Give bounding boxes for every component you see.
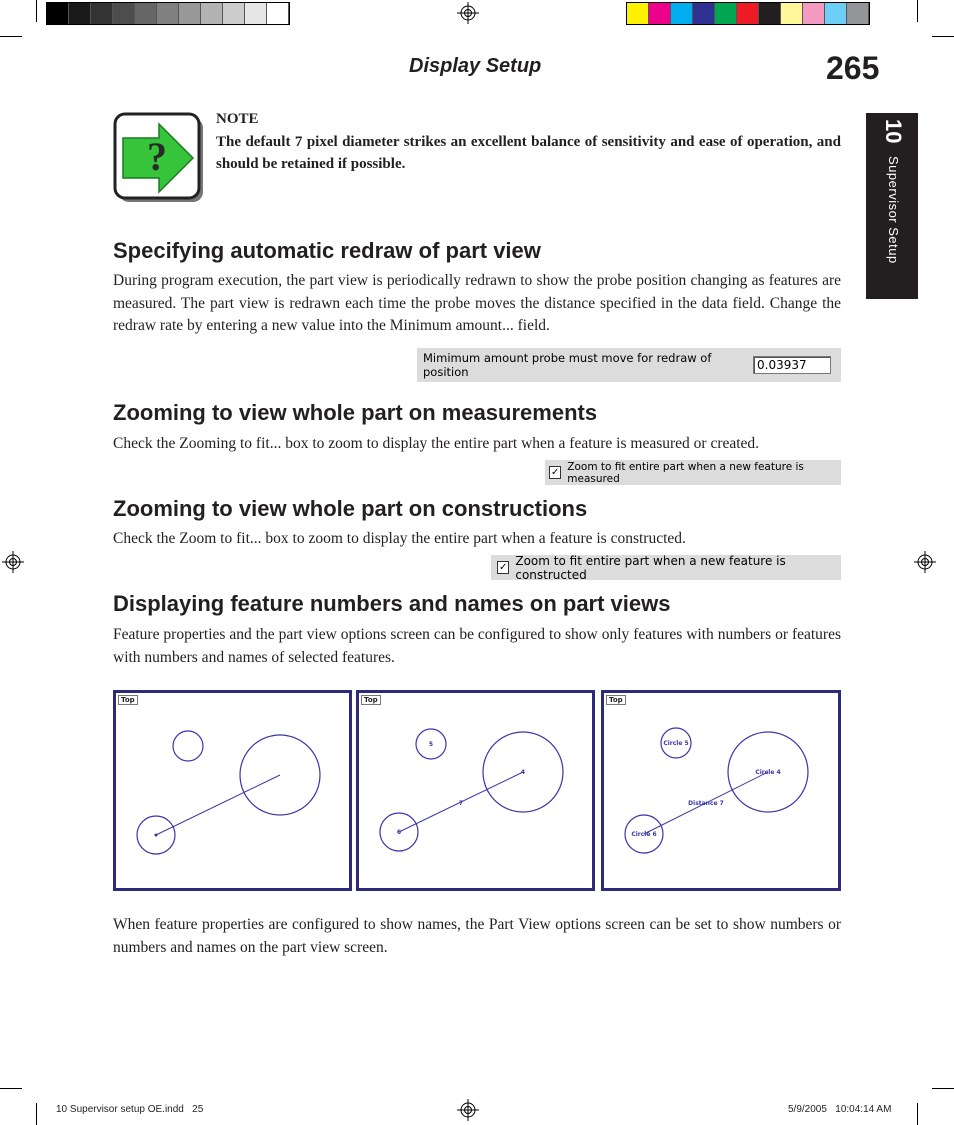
note-title: NOTE <box>216 111 259 127</box>
zoom-measured-panel <box>545 460 841 485</box>
help-arrow-icon <box>113 112 205 204</box>
view-orientation-tag: Top <box>606 695 626 705</box>
timestamp-slug: 5/9/2005 10:04:14 AM <box>788 1104 892 1115</box>
redraw-setting-panel <box>417 348 841 382</box>
zoom-constructed-label: Zoom to fit entire part when a new feature is constructed <box>515 553 786 582</box>
color-swatch <box>47 3 69 24</box>
color-swatch <box>69 3 91 24</box>
registration-mark-icon <box>457 2 479 24</box>
color-swatch <box>179 3 201 24</box>
registration-mark-icon <box>2 551 24 573</box>
view-orientation-tag: Top <box>361 695 381 705</box>
color-swatch <box>649 3 671 24</box>
feature-label: 5 <box>428 741 434 748</box>
part-view-drawing <box>116 693 349 888</box>
color-swatch <box>803 3 825 24</box>
color-swatch <box>113 3 135 24</box>
zoom-measured-checkbox[interactable]: ✓ <box>550 466 560 478</box>
section-body: During program execution, the part view is periodically redrawn to show the probe position changing as features are measured. The part view is redrawn each time the probe moves the distance specified in the data field. Change the redraw rate by entering a new value into the Minimum amount... field. <box>113 272 841 334</box>
feature-label: 6 <box>396 829 402 836</box>
part-view-plain <box>113 690 352 891</box>
color-swatch <box>135 3 157 24</box>
color-swatch <box>715 3 737 24</box>
section-heading: Zooming to view whole part on measurements <box>113 400 598 425</box>
color-swatch <box>223 3 245 24</box>
section-body: Check the Zoom to fit... box to zoom to display the entire part when a feature is constructed. <box>113 530 686 547</box>
color-swatch <box>693 3 715 24</box>
color-swatch <box>781 3 803 24</box>
color-swatch <box>627 3 649 24</box>
section-heading: Zooming to view whole part on constructions <box>113 496 588 521</box>
crop-mark <box>36 0 37 22</box>
crop-mark <box>917 0 918 22</box>
closing-paragraph: When feature properties are configured to show names, the Part View options screen can be set to show numbers or numbers and names on the part view screen. <box>113 916 841 956</box>
part-view-drawing <box>604 693 838 888</box>
section-heading: Specifying automatic redraw of part view <box>113 238 541 263</box>
registration-mark-icon <box>914 551 936 573</box>
crop-mark <box>0 36 22 37</box>
color-swatch <box>157 3 179 24</box>
process-color-bar <box>626 2 870 25</box>
color-swatch <box>671 3 693 24</box>
color-swatch <box>759 3 781 24</box>
feature-label: Distance 7 <box>688 800 724 807</box>
registration-mark-icon <box>457 1099 479 1121</box>
redraw-distance-input[interactable]: 0.03937 <box>753 356 831 374</box>
feature-label: Circle 5 <box>663 740 689 747</box>
zoom-constructed-checkbox[interactable]: ✓ <box>498 561 508 573</box>
part-view-numbers <box>356 690 595 891</box>
chapter-side-tab <box>866 113 918 299</box>
part-view-drawing <box>359 693 592 888</box>
crop-mark <box>0 1088 22 1089</box>
color-swatch <box>825 3 847 24</box>
zoom-measured-label: Zoom to fit entire part when a new feature is measured <box>567 460 804 485</box>
chapter-number: 10 <box>881 119 906 144</box>
file-slug: 10 Supervisor setup OE.indd 25 <box>56 1104 204 1115</box>
feature-label: Circle 6 <box>631 831 657 838</box>
note-body: The default 7 pixel diameter strikes an excellent balance of sensitivity and ease of operation, and should be retained if possible. <box>216 134 841 172</box>
section-heading: Displaying feature numbers and names on part views <box>113 591 671 616</box>
view-orientation-tag: Top <box>118 695 138 705</box>
color-swatch <box>245 3 267 24</box>
redraw-label: Mimimum amount probe must move for redraw of position <box>423 351 712 379</box>
color-swatch <box>267 3 289 24</box>
chapter-label: Supervisor Setup <box>886 155 901 264</box>
page-number: 265 <box>826 50 880 86</box>
color-swatch <box>737 3 759 24</box>
crop-mark <box>932 36 954 37</box>
section-body: Feature properties and the part view options screen can be configured to show only features with numbers or features with numbers and names of selected features. <box>113 626 841 666</box>
grayscale-color-bar <box>46 2 290 25</box>
color-swatch <box>847 3 869 24</box>
section-body: Check the Zooming to fit... box to zoom to display the entire part when a feature is measured or created. <box>113 435 760 452</box>
color-swatch <box>91 3 113 24</box>
crop-mark <box>36 1103 37 1125</box>
part-view-names <box>601 690 841 891</box>
crop-mark <box>932 1088 954 1089</box>
feature-label: 7 <box>458 800 464 807</box>
crop-mark <box>917 1103 918 1125</box>
zoom-constructed-panel <box>491 555 841 580</box>
feature-label: Circle 4 <box>755 769 781 776</box>
feature-label: 4 <box>520 769 526 776</box>
color-swatch <box>201 3 223 24</box>
svg-text:?: ? <box>147 134 167 179</box>
running-header: Display Setup <box>409 55 542 77</box>
